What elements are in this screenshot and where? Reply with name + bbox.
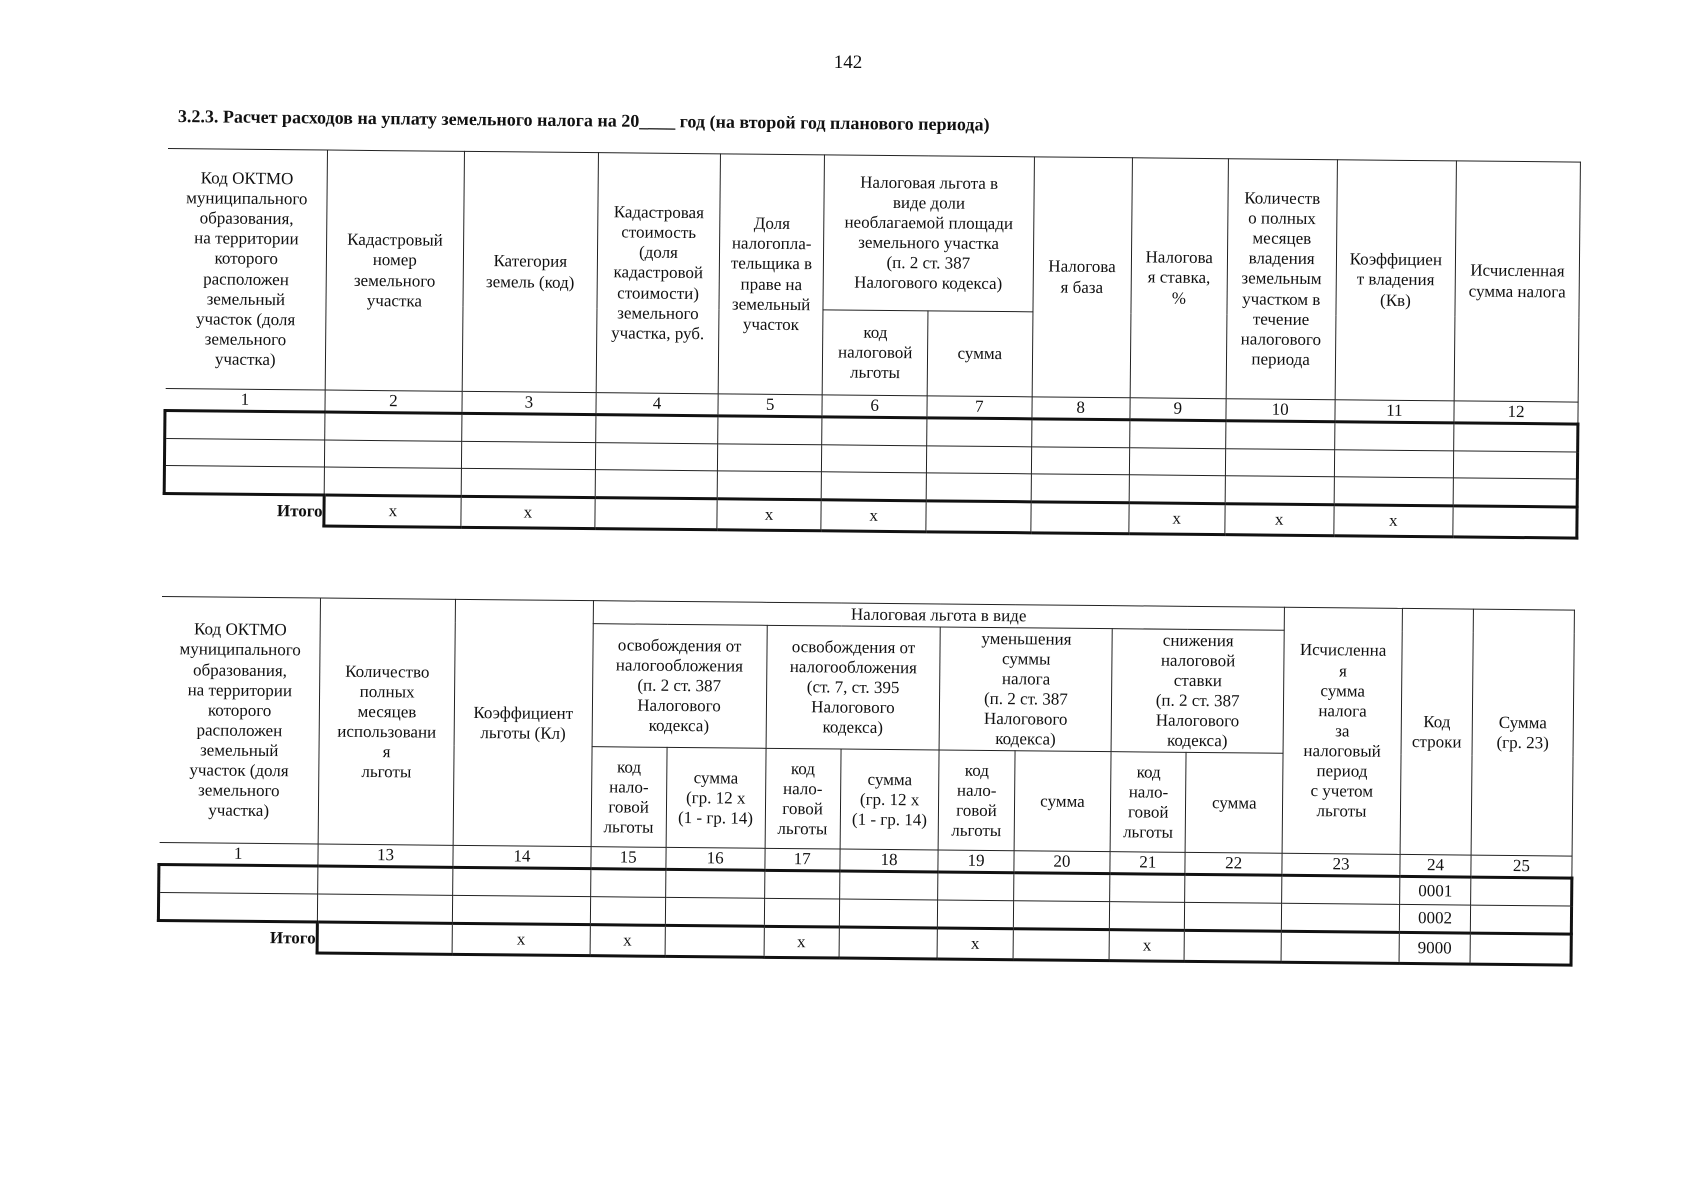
column-number: 22 xyxy=(1185,853,1282,876)
total-cell[interactable]: x xyxy=(461,496,596,528)
total-cell[interactable] xyxy=(926,501,1031,533)
data-cell[interactable] xyxy=(1225,476,1334,505)
total-cell[interactable]: x xyxy=(764,927,839,959)
header-benefit-amount: сумма xyxy=(927,311,1032,397)
total-cell[interactable]: x xyxy=(1109,930,1184,962)
header-benefit-code: код нало- говой льготы xyxy=(591,747,667,848)
total-cell[interactable] xyxy=(1013,929,1110,961)
column-number: 14 xyxy=(453,846,591,869)
data-cell[interactable] xyxy=(596,415,718,444)
column-number: 21 xyxy=(1110,852,1185,875)
header-benefit-amount: сумма (гр. 12 х (1 - гр. 14) xyxy=(840,749,940,850)
data-cell[interactable] xyxy=(1185,903,1282,932)
header-benefit-coefficient: Коэффициент льготы (Кл) xyxy=(453,599,593,847)
data-cell[interactable] xyxy=(318,866,454,895)
header-benefit-code: код нало- говой льготы xyxy=(1110,752,1186,853)
column-number: 23 xyxy=(1282,854,1400,877)
total-label: Итого xyxy=(158,921,317,954)
data-cell[interactable] xyxy=(325,440,462,468)
data-cell[interactable] xyxy=(324,467,461,496)
data-cell[interactable] xyxy=(927,418,1032,447)
header-oktmo-code: Код ОКТМО муниципального образования, на территории которого расположен земельный участок (доля земельного участка) xyxy=(165,149,327,391)
data-cell[interactable] xyxy=(1110,902,1185,931)
total-cell[interactable]: x xyxy=(1129,503,1225,535)
header-taxpayer-share: Доля налогопла- тельщика в праве на земельный участок xyxy=(718,154,825,395)
data-cell[interactable] xyxy=(665,870,764,899)
data-cell[interactable] xyxy=(764,899,839,928)
header-computed-tax: Исчисленная сумма налога xyxy=(1454,161,1580,402)
data-cell[interactable] xyxy=(717,471,822,500)
data-cell[interactable] xyxy=(1013,873,1110,902)
section-title: 3.2.3. Расчет расходов на уплату земельного налога на 20____ год (на второй год планового периода) xyxy=(177,106,990,135)
data-cell[interactable] xyxy=(595,470,717,499)
header-computed-tax-with-benefit: Исчисленна я сумма налога за налоговый период с учетом льготы xyxy=(1282,607,1402,854)
total-cell[interactable] xyxy=(1281,932,1399,964)
header-benefit-amount: сумма xyxy=(1014,751,1112,852)
header-ownership-coefficient: Коэффициен т владения (Кв) xyxy=(1335,160,1457,401)
total-cell[interactable]: x xyxy=(590,925,665,957)
total-cell[interactable]: x xyxy=(1333,505,1453,537)
column-number: 17 xyxy=(764,849,839,872)
column-number: 5 xyxy=(718,394,823,417)
column-number: 24 xyxy=(1400,855,1471,878)
total-cell[interactable] xyxy=(665,926,764,958)
data-cell[interactable] xyxy=(1334,477,1454,506)
data-cell[interactable] xyxy=(926,473,1031,502)
data-cell[interactable] xyxy=(822,445,927,473)
data-cell[interactable] xyxy=(461,413,596,442)
total-cell[interactable]: x xyxy=(452,924,590,956)
column-number: 13 xyxy=(318,844,453,867)
column-number: 6 xyxy=(822,395,927,418)
header-benefit-months: Количество полных месяцев использовани я льготы xyxy=(318,598,456,846)
header-exemption-395: освобождения от налогообложения (ст. 7, ст. 395 Налогового кодекса) xyxy=(766,625,941,750)
data-cell[interactable] xyxy=(1031,474,1129,503)
data-cell[interactable] xyxy=(325,412,462,441)
data-cell[interactable] xyxy=(1129,420,1225,449)
data-cell[interactable] xyxy=(1185,875,1282,904)
column-number: 9 xyxy=(1130,398,1226,421)
data-cell[interactable] xyxy=(453,896,591,925)
data-cell[interactable] xyxy=(1334,450,1454,478)
data-cell[interactable] xyxy=(1454,451,1578,479)
data-cell[interactable] xyxy=(1454,423,1578,452)
total-cell[interactable]: x xyxy=(938,928,1013,960)
line-code-cell: 0001 xyxy=(1400,877,1471,906)
data-cell[interactable] xyxy=(1225,421,1334,450)
data-cell[interactable] xyxy=(461,441,596,469)
column-number: 1 xyxy=(165,389,325,413)
header-rate-reduction: снижения налоговой ставки (п. 2 ст. 387 Налогового кодекса) xyxy=(1111,629,1284,754)
data-cell[interactable] xyxy=(453,868,591,897)
header-tax-rate: Налогова я ставка, % xyxy=(1130,158,1228,399)
data-cell[interactable] xyxy=(1031,419,1129,448)
data-cell[interactable] xyxy=(1110,874,1185,903)
total-cell[interactable]: x xyxy=(324,495,461,527)
data-cell[interactable] xyxy=(665,898,764,927)
data-cell[interactable] xyxy=(717,416,822,445)
data-cell[interactable] xyxy=(938,872,1013,901)
data-cell[interactable] xyxy=(461,468,596,497)
total-cell[interactable] xyxy=(1453,506,1577,538)
column-number: 16 xyxy=(666,848,765,871)
header-benefit-amount: сумма (гр. 12 х (1 - гр. 14) xyxy=(666,748,766,849)
header-cadastral-value: Кадастровая стоимость (доля кадастровой стоимости) земельного участка, руб. xyxy=(596,153,720,394)
column-number: 19 xyxy=(938,850,1013,873)
data-cell[interactable] xyxy=(764,871,839,900)
column-number: 10 xyxy=(1226,399,1335,422)
header-land-category: Категория земель (код) xyxy=(462,151,599,392)
data-cell[interactable] xyxy=(317,894,453,923)
line-code-cell: 0002 xyxy=(1399,905,1470,934)
total-cell[interactable]: x xyxy=(717,499,822,531)
data-cell[interactable] xyxy=(1471,877,1572,906)
header-months-owned: Количеств о полных месяцев владения земельным участком в течение налогового периода xyxy=(1226,159,1337,400)
header-line-code: Код строки xyxy=(1400,608,1473,855)
data-cell[interactable] xyxy=(926,446,1031,474)
data-cell[interactable] xyxy=(839,899,938,928)
column-number: 7 xyxy=(927,396,1032,419)
header-tax-reduction: уменьшения суммы налога (п. 2 ст. 387 Налогового кодекса) xyxy=(940,627,1113,752)
header-benefit-code: код налоговой льготы xyxy=(823,310,928,396)
page-number: 142 xyxy=(833,52,863,73)
data-cell[interactable] xyxy=(165,411,325,441)
data-cell[interactable] xyxy=(1031,447,1129,475)
data-cell[interactable] xyxy=(1281,904,1399,933)
header-tax-base: Налогова я база xyxy=(1032,157,1132,398)
column-number: 1 xyxy=(159,843,318,867)
column-number: 11 xyxy=(1335,400,1455,423)
tax-calculation-table xyxy=(162,148,1582,540)
data-cell[interactable] xyxy=(1453,478,1577,507)
total-cell[interactable]: x xyxy=(821,500,926,532)
header-tax-benefit-area-group: Налоговая льгота в виде доли необлагаемой площади земельного участка (п. 2 ст. 387 Налогового кодекса) xyxy=(823,155,1034,312)
data-cell[interactable] xyxy=(1129,448,1225,476)
column-number: 3 xyxy=(462,391,597,414)
header-sum: Сумма (гр. 23) xyxy=(1471,609,1574,856)
data-cell[interactable] xyxy=(822,417,927,446)
data-cell[interactable] xyxy=(590,869,665,898)
data-cell[interactable] xyxy=(1225,449,1334,477)
total-line-code: 9000 xyxy=(1399,933,1470,965)
header-benefit-code: код нало- говой льготы xyxy=(939,750,1015,851)
column-number: 12 xyxy=(1454,401,1578,424)
header-cadastral-number: Кадастровый номер земельного участка xyxy=(325,150,464,391)
data-cell[interactable] xyxy=(938,900,1013,929)
data-cell[interactable] xyxy=(158,893,317,923)
data-cell[interactable] xyxy=(1013,901,1110,930)
header-tax-benefit-group: Налоговая льгота в виде xyxy=(593,601,1285,631)
column-number: 4 xyxy=(596,393,718,416)
data-cell[interactable] xyxy=(717,444,822,472)
column-number: 20 xyxy=(1013,851,1110,874)
column-number: 25 xyxy=(1471,855,1572,878)
tax-benefit-table xyxy=(157,596,1576,967)
data-cell[interactable] xyxy=(822,472,927,501)
data-cell[interactable] xyxy=(1334,422,1454,451)
total-cell[interactable] xyxy=(1184,931,1281,963)
data-cell[interactable] xyxy=(590,897,665,926)
data-cell[interactable] xyxy=(839,871,938,900)
data-cell[interactable] xyxy=(164,466,324,496)
header-oktmo-code: Код ОКТМО муниципального образования, на территории которого расположен земельный участок (доля земельного участка) xyxy=(159,597,320,845)
column-number: 15 xyxy=(591,847,666,870)
total-cell[interactable] xyxy=(595,498,717,530)
total-label: Итого xyxy=(164,494,324,527)
header-benefit-amount: сумма xyxy=(1185,753,1283,854)
total-cell[interactable] xyxy=(1030,502,1128,534)
data-cell[interactable] xyxy=(596,443,718,471)
data-cell[interactable] xyxy=(159,865,318,895)
total-cell[interactable] xyxy=(317,922,453,954)
total-cell[interactable] xyxy=(1470,933,1571,965)
column-number: 8 xyxy=(1031,397,1129,420)
data-cell[interactable] xyxy=(1129,475,1225,504)
column-number: 2 xyxy=(325,390,462,413)
header-exemption-387: освобождения от налогообложения (п. 2 ст. 387 Налогового кодекса) xyxy=(592,624,767,749)
data-cell[interactable] xyxy=(164,439,324,468)
data-cell[interactable] xyxy=(1282,876,1400,905)
total-cell[interactable] xyxy=(839,927,938,959)
total-cell[interactable]: x xyxy=(1225,504,1334,536)
column-number: 18 xyxy=(840,849,939,872)
header-benefit-code: код нало- говой льготы xyxy=(765,749,841,850)
data-cell[interactable] xyxy=(1470,905,1571,934)
